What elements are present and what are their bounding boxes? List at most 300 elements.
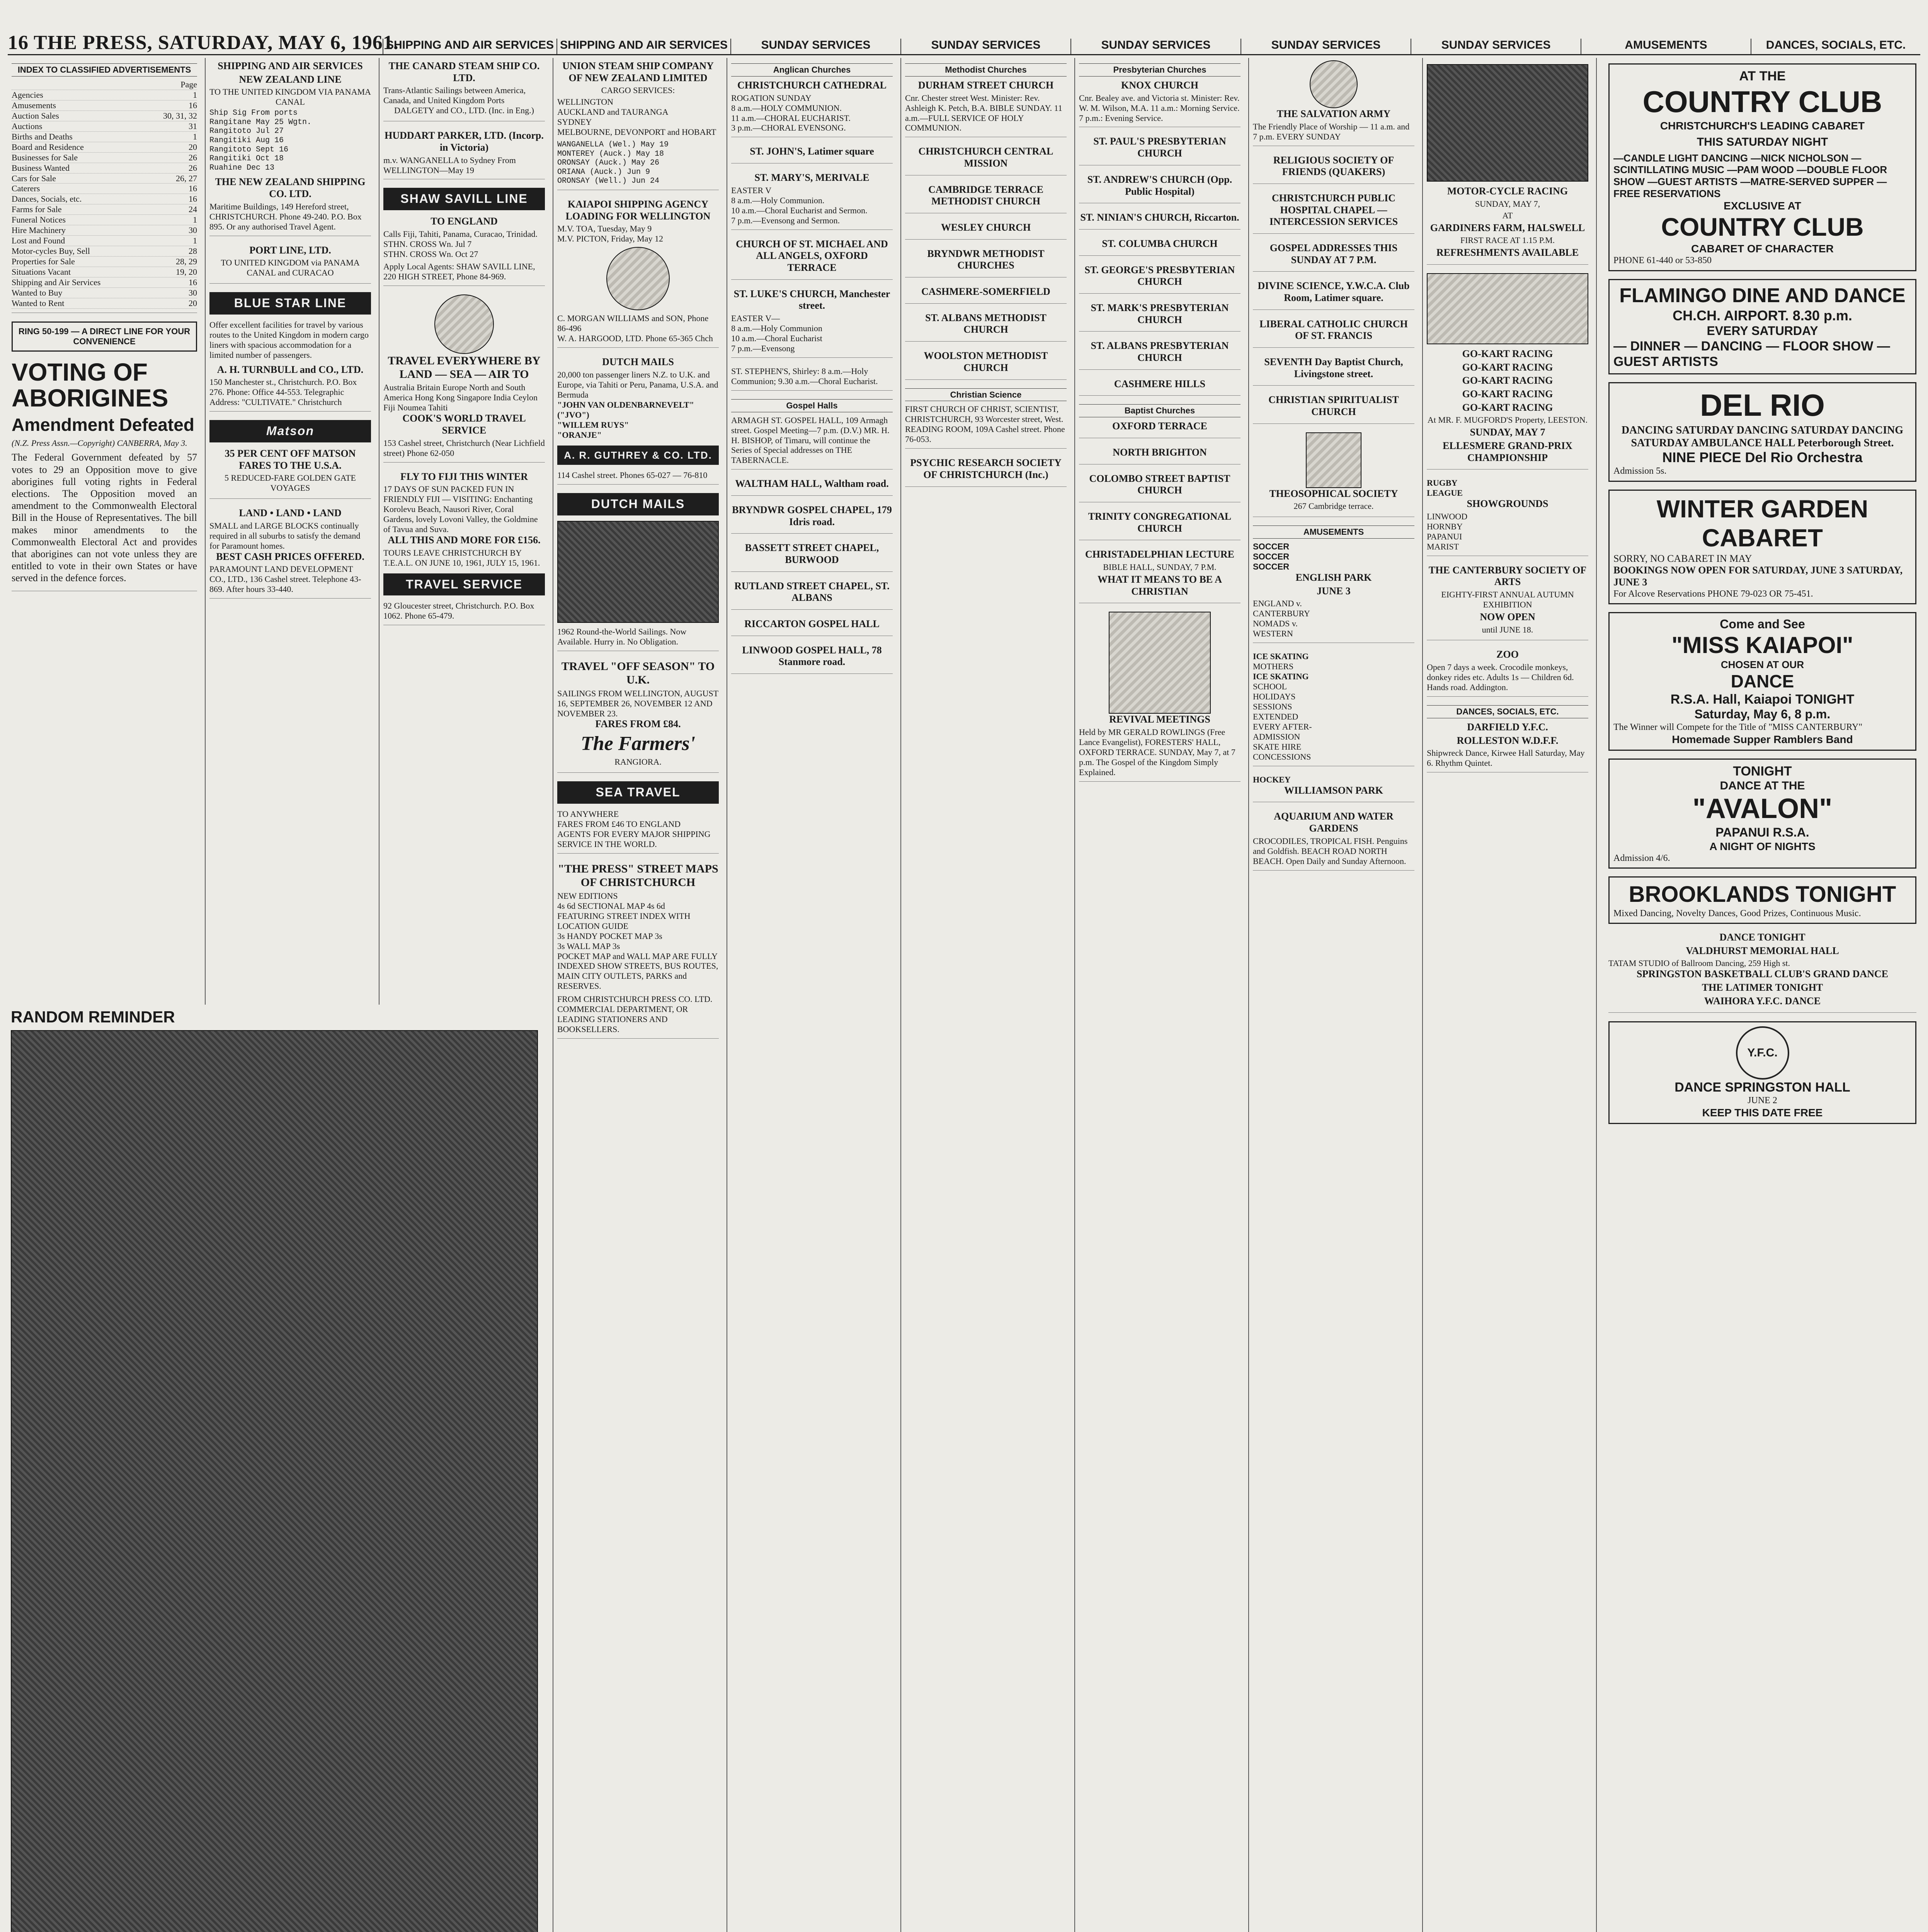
sport-word: LEAGUE (1427, 488, 1463, 498)
denomination-heading: Methodist Churches (905, 63, 1067, 77)
agent-address: 114 Cashel street. Phones 65-027 — 76-810 (557, 470, 708, 480)
church-name: LIBERAL CATHOLIC CHURCH OF ST. FRANCIS (1259, 318, 1408, 342)
service-times: BIBLE HALL, SUNDAY, 7 P.M. (1103, 562, 1217, 572)
church-name: RUTLAND STREET CHAPEL, ST. ALBANS (734, 580, 890, 604)
sailing-list: Calls Fiji, Tahiti, Panama, Curacao, Trinidad. STHN. CROSS Wn. Jul 7 STHN. CROSS Wn. Oct 27 (383, 229, 538, 259)
church-name: THE SALVATION ARMY (1276, 108, 1391, 119)
church-name: OXFORD TERRACE (1112, 420, 1207, 432)
sport-word: SOCCER (1253, 562, 1290, 572)
amusements-heading: AMUSEMENTS (1253, 526, 1414, 539)
ad-title: ROLLESTON W.D.F.F. (1457, 735, 1559, 746)
denomination-heading: Presbyterian Churches (1079, 63, 1241, 77)
church-name: CASHMERE HILLS (1114, 378, 1206, 389)
church-name: WOOLSTON METHODIST CHURCH (924, 350, 1048, 373)
ad-date: Saturday, May 6, 8 p.m. (1694, 707, 1831, 721)
shaw-savill-logo: SHAW SAVILL LINE (383, 188, 545, 210)
article-byline: (N.Z. Press Assn.—Copyright) CANBERRA, May 3. (12, 438, 187, 448)
ad-line: EXTENDED (1253, 711, 1298, 721)
classified-index (12, 63, 197, 313)
gokart-line: GO-KART RACING (1462, 348, 1553, 359)
church-address: 267 Cambridge terrace. (1293, 501, 1374, 511)
ad-body: SORRY, NO CABARET IN MAY (1613, 553, 1752, 564)
ad-date: EVERY SATURDAY (1707, 324, 1818, 338)
ad-line: AT (1502, 210, 1513, 220)
index-entry-name: Wanted to Buy (12, 288, 63, 298)
church-name: DURHAM STREET CHURCH (918, 79, 1054, 91)
church-name: ST. ALBANS PRESBYTERIAN CHURCH (1091, 340, 1229, 363)
event-date: SUNDAY, MAY 7, (1475, 199, 1540, 209)
ad-body: SMALL and LARGE BLOCKS continually required in all suburbs to satisfy the demand for Paramount homes. (209, 520, 361, 551)
church-notice: ARMAGH ST. GOSPEL HALL, 109 Armagh street. Gospel Meeting—7 p.m. (D.V.) MR. H. H. BISHOP, of Timaru, will continue the Series of Special addresses on THE TABERNACLE. (731, 415, 890, 465)
agent-address: PARAMOUNT LAND DEVELOPMENT CO., LTD., 136 Cashel street. Telephone 43-869. After hours 33-440. (209, 564, 361, 594)
ad-admission: Admission 5s. (1613, 466, 1667, 476)
motorcycle-racing-ad (1427, 64, 1588, 265)
ad-body: The Winner will Compete for the Title of "MISS CANTERBURY" (1613, 722, 1863, 733)
ad-phone: PHONE 61-440 or 53-850 (1613, 255, 1712, 266)
index-row (12, 204, 197, 215)
index-entry-name: Caterers (12, 184, 40, 194)
team: HORNBY (1427, 521, 1463, 531)
index-entry-page: 16 (189, 100, 197, 110)
team: MARIST (1427, 541, 1459, 551)
denomination-heading: Gospel Halls (731, 399, 893, 412)
church-name: CHRISTCHURCH CENTRAL MISSION (918, 146, 1053, 169)
column-heading: SUNDAY SERVICES (900, 39, 1070, 54)
column-heading: AMUSEMENTS (1581, 39, 1751, 54)
denomination-heading: Anglican Churches (731, 63, 893, 77)
ad-line: SKATE HIRE (1253, 742, 1302, 752)
ad-line: HOLIDAYS (1253, 692, 1296, 702)
column-sunday-4 (1248, 58, 1418, 1932)
ad-title: WINTER GARDEN CABARET (1656, 495, 1868, 552)
globe-icon (434, 294, 494, 354)
ad-title: "MISS KAIAPOI" (1671, 632, 1853, 658)
column-sunday-2 (900, 58, 1070, 1932)
ad-title: THE LATIMER TONIGHT (1702, 981, 1823, 993)
index-entry-page: 26, 27 (176, 173, 197, 183)
index-entry-page: 1 (193, 131, 197, 141)
church-name: DIVINE SCIENCE, Y.W.C.A. Club Room, Latimer square. (1258, 280, 1410, 303)
index-entry-name: Auction Sales (12, 111, 59, 121)
church-name: ST. MARY'S, MERIVALE (754, 172, 870, 184)
ad-dates: until JUNE 18. (1482, 624, 1533, 634)
ad-title: KAIAPOI SHIPPING AGENCY LOADING FOR WELLINGTON (565, 199, 711, 222)
ad-subtitle: EIGHTY-FIRST ANNUAL AUTUMN EXHIBITION (1441, 589, 1574, 609)
article-aborigines (12, 359, 197, 592)
ad-body: Held by MR GERALD ROWLINGS (Free Lance Evangelist), FORESTERS' HALL, OXFORD TERRACE. SUNDAY, May 7, at 7 p.m. The Gospel of the Kingdom Simply Explained. (1079, 727, 1235, 777)
agent-address: Maritime Buildings, 149 Hereford street, CHRISTCHURCH. Phone 49-240. P.O. Box 895. Or any authorised Travel Agent. (209, 201, 362, 231)
travel-service-logo: TRAVEL SERVICE (383, 573, 545, 596)
ad-subtitle: TO THE UNITED KINGDOM VIA PANAMA CANAL (209, 87, 371, 107)
matson-logo: Matson (209, 420, 371, 442)
gokart-line: GO-KART RACING (1462, 361, 1553, 373)
agent-name: COOK'S WORLD TRAVEL SERVICE (402, 413, 526, 436)
index-entry-name: Shipping and Air Services (12, 277, 101, 287)
theosophical-emblem-icon (1306, 432, 1361, 488)
art-exhibition-ad (1427, 565, 1588, 641)
ad-line: ICE SKATING (1253, 672, 1309, 682)
index-row (12, 121, 197, 132)
ad-title: TRAVEL "OFF SEASON" TO U.K. (561, 660, 715, 687)
venue: ENGLISH PARK (1295, 572, 1372, 583)
ad-band: NINE PIECE Del Rio Orchestra (1662, 449, 1863, 465)
ad-line: EVERY AFTER- (1253, 721, 1312, 731)
ad-body: Offer excellent facilities for travel by various routes to the United Kingdom in modern cargo liners with spacious accommodation for a limited number of passengers. (209, 320, 369, 360)
rugby-league-ad (1427, 478, 1588, 556)
church-name: CHURCH OF ST. MICHAEL AND ALL ANGELS, OXFORD TERRACE (736, 238, 888, 273)
ad-title: DUTCH MAILS (602, 356, 674, 368)
service-times: ROGATION SUNDAY 8 a.m.—HOLY COMMUNION. 11 a.m.—CHORAL EUCHARIST. 3 p.m.—CHORAL EVENSONG. (731, 93, 851, 133)
column-heading: DANCES, SOCIALS, ETC. (1751, 39, 1920, 54)
avalon-ad (1608, 759, 1916, 869)
church-notice: ST. STEPHEN'S, Shirley: 8 a.m.—Holy Communion; 9.30 a.m.—Choral Eucharist. (731, 366, 878, 386)
index-row (12, 100, 197, 111)
event-date: JUNE 3 (1317, 585, 1351, 597)
ad-title: DANCE TONIGHT (1719, 931, 1805, 943)
ad-line: SCHOOL (1253, 682, 1287, 692)
article-subhead: Amendment Defeated (12, 415, 194, 435)
feature-list: — DINNER — DANCING — FLOOR SHOW — GUEST ARTISTS (1613, 339, 1890, 369)
ad-footer: FROM CHRISTCHURCH PRESS CO. LTD. COMMERCIAL DEPARTMENT, OR LEADING STATIONERS AND BOOKSELLERS. (557, 994, 713, 1034)
church-name: PSYCHIC RESEARCH SOCIETY OF CHRISTCHURCH (Inc.) (910, 457, 1062, 480)
ad-title: PORT LINE, LTD. (249, 244, 331, 256)
hockey-ad (1253, 775, 1414, 803)
column-heading: SHIPPING AND AIR SERVICES (556, 39, 730, 54)
fixture: ENGLAND v. (1253, 599, 1302, 609)
service-times: Cnr. Bealey ave. and Victoria st. Minister: Rev. W. M. Wilson, M.A. 11 a.m.: Morning Service. 7 p.m.: Evening Service. (1079, 93, 1240, 123)
winter-garden-ad (1608, 490, 1916, 604)
church-name: ST. GEORGE'S PRESBYTERIAN CHURCH (1084, 264, 1235, 287)
dutch-mails-logo: DUTCH MAILS (557, 493, 719, 515)
agent-address: 153 Cashel street, Christchurch (Near Lichfield street) Phone 62-050 (383, 438, 545, 458)
ad-line: ADMISSION (1253, 731, 1300, 742)
agent-name: DALGETY and CO., LTD. (Inc. in Eng.) (394, 105, 534, 116)
index-row (12, 142, 197, 153)
index-entry-name: Amusements (12, 100, 56, 110)
index-entry-name: Births and Deaths (12, 131, 73, 141)
yfc-badge-icon: Y.F.C. (1736, 1026, 1789, 1080)
column-shipping-1 (205, 58, 375, 1005)
service-times: EASTER V— 8 a.m.—Holy Communion 10 a.m.—Choral Eucharist 7 p.m.—Evensong (731, 313, 822, 353)
church-name: CHRISTCHURCH PUBLIC HOSPITAL CHAPEL — INTERCESSION SERVICES (1269, 192, 1398, 228)
venue: WILLIAMSON PARK (1284, 784, 1383, 796)
section-heading: SHIPPING AND AIR SERVICES (218, 60, 363, 71)
index-entry-name: Hire Machinery (12, 225, 66, 235)
index-entry-name: Cars for Sale (12, 173, 56, 183)
church-name: WESLEY CHURCH (941, 222, 1031, 233)
event-date: JUNE 2 (1748, 1095, 1777, 1106)
ad-title: REVIVAL MEETINGS (1109, 714, 1210, 725)
ad-body: Australia Britain Europe North and South America Hong Kong Singapore India Ceylon Fiji Noumea Tahiti (383, 383, 538, 413)
ad-title: "THE PRESS" STREET MAPS OF CHRISTCHURCH (558, 862, 718, 889)
brooklands-ad (1608, 876, 1916, 924)
church-notice: FIRST CHURCH OF CHRIST, SCIENTIST, CHRISTCHURCH, 93 Worcester street, West. (905, 404, 1064, 424)
ad-subtitle: TO ENGLAND (431, 216, 498, 227)
index-entry-page: 24 (189, 204, 197, 214)
column-heading: SUNDAY SERVICES (730, 39, 900, 54)
agent-address: Apply Local Agents: SHAW SAVILL LINE, 220 HIGH STREET, Phone 84-969. (383, 261, 535, 281)
church-name: ST. COLUMBA CHURCH (1102, 238, 1218, 249)
dances-heading: DANCES, SOCIALS, ETC. (1427, 705, 1588, 718)
ad-title: THE CANTERBURY SOCIETY OF ARTS (1428, 564, 1587, 588)
ad-dates: TOURS LEAVE CHRISTCHURCH BY T.E.A.L. ON JUNE 10, 1961, JULY 15, 1961. (383, 548, 540, 568)
ad-line: AT THE (1739, 69, 1786, 83)
index-entry-page: 28 (189, 246, 197, 256)
gokart-line: GO-KART RACING (1462, 375, 1553, 386)
ad-subtitle: A NIGHT OF NIGHTS (1709, 840, 1816, 852)
church-name: CHRISTIAN SPIRITUALIST CHURCH (1268, 394, 1399, 417)
index-row (12, 184, 197, 194)
ad-line: CHOSEN AT OUR (1720, 659, 1804, 671)
church-name: RELIGIOUS SOCIETY OF FRIENDS (QUAKERS) (1273, 154, 1394, 178)
index-row (12, 288, 197, 298)
ad-title: UNION STEAM SHIP COMPANY OF NEW ZEALAND LIMITED (562, 60, 714, 83)
ad-line: TONIGHT (1733, 764, 1792, 779)
sailing-list: WANGANELLA (Wel.) May 19 MONTEREY (Auck.) May 18 ORONSAY (Auck.) May 26 ORIANA (Auck.) Jun 9 ORONSAY (Well.) Jun 24 (557, 140, 669, 186)
church-name: COLOMBO STREET BAPTIST CHURCH (1089, 473, 1230, 496)
church-name: NORTH BRIGHTON (1113, 446, 1207, 458)
index-entry-page: 16 (189, 194, 197, 204)
service-times: Cnr. Chester street West. Minister: Rev. Ashleigh K. Petch, B.A. BIBLE SUNDAY. 11 a.m.—FULL SERVICE OF HOLY COMMUNION. (905, 93, 1062, 133)
ad-title: TRAVEL EVERYWHERE BY LAND — SEA — AIR TO (388, 354, 541, 381)
gokart-line: GO-KART RACING (1462, 388, 1553, 400)
ship-list: "JOHN VAN OLDENBARNEVELT" ("JVO") "WILLEM RUYS" "ORANJE" (557, 400, 694, 440)
ad-subtitle: CABARET OF CHARACTER (1691, 243, 1834, 255)
column-shipping-2 (379, 58, 549, 1005)
kiwi-emblem-icon (606, 247, 670, 310)
ad-venue: CH.CH. AIRPORT. 8.30 p.m. (1673, 307, 1852, 323)
agent-name: A. H. TURNBULL and CO., LTD. (217, 364, 364, 375)
index-row (12, 246, 197, 257)
ad-subtitle: TO UNITED KINGDOM via PANAMA CANAL and CURACAO (221, 258, 360, 278)
church-name: CHRISTADELPHIAN LECTURE (1085, 549, 1234, 560)
column-amusements (1422, 58, 1592, 1932)
venue: At MR. F. MUGFORD'S Property, LEESTON. (1427, 415, 1588, 425)
ad-body: 20,000 ton passenger liners N.Z. to U.K. and Europe, via Tahiti or Peru, Panama, U.S.A. and Bermuda (557, 369, 718, 400)
column-heading: SHIPPING AND AIR SERVICES (383, 39, 556, 54)
ad-line: EXCLUSIVE AT (1724, 200, 1801, 212)
ad-status: NOW OPEN (1480, 611, 1535, 622)
index-row (12, 277, 197, 288)
ad-title: ELLESMERE GRAND-PRIX CHAMPIONSHIP (1443, 440, 1572, 463)
ad-line: DANCE (1731, 671, 1794, 692)
article-headline: VOTING OF ABORIGINES (12, 358, 168, 412)
ad-body: CROCODILES, TROPICAL FISH. Penguins and Goldfish. BEACH ROAD NORTH BEACH. Open Daily and Sunday Afternoon. (1253, 836, 1408, 866)
index-title: INDEX TO CLASSIFIED ADVERTISEMENTS (12, 63, 197, 77)
ad-title: "AVALON" (1692, 793, 1833, 825)
ad-line: DANCE AT THE (1720, 779, 1805, 792)
ad-title: COUNTRY CLUB (1642, 85, 1882, 119)
denomination-heading: Baptist Churches (1079, 404, 1241, 417)
ad-date: THIS SATURDAY NIGHT (1697, 136, 1828, 149)
team: LINWOOD (1427, 511, 1468, 521)
feature-list: —CANDLE LIGHT DANCING —NICK NICHOLSON —SCINTILLATING MUSIC —PAM WOOD —DOUBLE FLOOR SHOW —GUEST ARTISTS —MATRE-SERVED SUPPER —FREE RESERVATIONS (1613, 152, 1887, 199)
ad-body: 17 DAYS OF SUN PACKED FUN IN FRIENDLY FIJI — VISITING: Enchanting Korolevu Beach, Nausori River, Coral Gardens, lovely Lovoni Valley, the Goldmine of Tavua and Suva. (383, 484, 538, 534)
ad-title: LAND • LAND • LAND (239, 507, 342, 519)
ad-subtitle: CHRISTCHURCH'S LEADING CABARET (1660, 120, 1865, 132)
index-entry-name: Farms for Sale (12, 204, 62, 214)
index-header: Page (12, 80, 197, 90)
ad-body: Trans-Atlantic Sailings between America, Canada, and United Kingdom Ports (383, 85, 526, 105)
sport-word: RUGBY (1427, 478, 1458, 488)
ship-illustration (557, 521, 719, 623)
ad-line: MOTHERS (1253, 662, 1294, 672)
index-row (12, 236, 197, 246)
index-entry-name: Situations Vacant (12, 267, 71, 277)
del-rio-ad (1608, 382, 1916, 481)
yfc-dance-ad (1608, 1021, 1916, 1124)
ad-title: NEW ZEALAND LINE (239, 73, 342, 85)
ad-offer: BEST CASH PRICES OFFERED. (216, 551, 364, 562)
ad-venue: R.S.A. Hall, Kaiapoi TONIGHT (1670, 692, 1855, 707)
agent-name: THE NEW ZEALAND SHIPPING CO. LTD. (215, 176, 366, 200)
event-date: SUNDAY, MAY 7 (1470, 427, 1545, 438)
ad-title: ZOO (1496, 649, 1519, 660)
gokart-ad (1427, 273, 1588, 469)
agent-address: 92 Gloucester street, Christchurch. P.O. Box 1062. Phone 65-479. (383, 601, 534, 621)
venue: VALDHURST MEMORIAL HALL (1686, 945, 1839, 956)
article-body: The Federal Government defeated by 57 votes to 29 an Opposition move to give aborigines full voting rights in Federal elections. The Opposition moved an amendment to the Commonwealth Electoral Bill in the House of Representatives. The bill makes minor amendments to the Commonwealth Electoral Act and provides that aborigines can not vote unless they are entitled to vote in their own States or have served in the defence forces. (12, 452, 197, 584)
salvation-army-crest-icon (1310, 60, 1358, 108)
church-notice: READING ROOM, 109A Cashel street. Phone 76-053. (905, 424, 1065, 444)
index-row (12, 267, 197, 277)
gokart-illustration (1427, 273, 1588, 344)
ad-line: Come and See (1720, 617, 1805, 631)
event-time: FIRST RACE AT 1.15 P.M. (1460, 235, 1555, 245)
column-heading: SUNDAY SERVICES (1241, 39, 1411, 54)
ad-title: FLAMINGO DINE AND DANCE (1619, 284, 1906, 307)
ad-venue: PAPANUI R.S.A. (1715, 825, 1809, 840)
ad-body: M.V. TOA, Tuesday, May 9 M.V. PICTON, Friday, May 12 (557, 224, 664, 244)
column-shipping-3 (553, 58, 723, 1932)
index-entry-page: 1 (193, 90, 197, 100)
fixture: CANTERBURY (1253, 609, 1310, 619)
index-entry-page: 16 (189, 277, 197, 287)
index-entry-name: Funeral Notices (12, 215, 66, 225)
index-entry-page: 26 (189, 163, 197, 173)
ad-line: SESSIONS (1253, 702, 1292, 712)
index-row (12, 298, 197, 309)
blue-star-logo: BLUE STAR LINE (209, 292, 371, 315)
sport-word: HOCKEY (1253, 774, 1291, 784)
church-name: ST. LUKE'S CHURCH, Manchester street. (733, 288, 890, 311)
column-sunday-1 (727, 58, 897, 1932)
ad-body: Open 7 days a week. Crocodile monkeys, donkey rides etc. Adults 1s — Children 6d. Hands road. Addington. (1427, 662, 1574, 692)
ad-price: FARES FROM £84. (595, 718, 681, 730)
sailing-list: Rangitane May 25 Wgtn. Rangitoto Jul 27 Rangitiki Aug 16 Rangitoto Sept 16 Rangitiki Oct 18 Ruahine Dec 13 (209, 117, 312, 172)
ad-title: DARFIELD Y.F.C. (1467, 721, 1548, 733)
index-list (12, 90, 197, 309)
index-entry-page: 30 (189, 225, 197, 235)
church-name: ST. JOHN'S, Latimer square (750, 146, 874, 157)
miss-kaiapoi-ad (1608, 612, 1916, 751)
ad-subtitle: CARGO SERVICES: (601, 85, 675, 95)
ad-note: REFRESHMENTS AVAILABLE (1436, 247, 1579, 259)
ad-title: DEL RIO (1700, 388, 1825, 423)
ad-title: MOTOR-CYCLE RACING (1447, 185, 1568, 197)
ad-admission: Admission 4/6. (1613, 853, 1670, 863)
church-name: KNOX CHURCH (1121, 79, 1199, 91)
index-entry-name: Business Wanted (12, 163, 70, 173)
index-entry-name: Wanted to Rent (12, 298, 65, 308)
ad-body: 1962 Round-the-World Sailings. Now Available. Hurry in. No Obligation. (557, 626, 687, 646)
index-entry-page: 20 (189, 142, 197, 152)
column-heading: SUNDAY SERVICES (1070, 39, 1241, 54)
church-name: ST. NINIAN'S CHURCH, Riccarton. (1080, 212, 1239, 223)
page-header: 16 THE PRESS, SATURDAY, MAY 6, 1961. (8, 32, 399, 54)
index-row (12, 173, 197, 184)
ring-line: RING 50-199 — A DIRECT LINE FOR YOUR CONVENIENCE (12, 321, 197, 352)
column-sunday-3 (1074, 58, 1244, 1932)
motorcycle-illustration (1427, 64, 1588, 182)
dance-listings (1608, 932, 1916, 1013)
ad-title: DANCE SPRINGSTON HALL (1674, 1080, 1850, 1095)
ad-body: SAILINGS FROM WELLINGTON, AUGUST 16, SEPTEMBER 26, NOVEMBER 12 AND NOVEMBER 23. (557, 688, 718, 718)
agent-address: C. MORGAN WILLIAMS and SON, Phone 86-496 W. A. HARGOOD, LTD. Phone 65-365 Chch (557, 313, 713, 344)
darfield-ad (1427, 721, 1588, 772)
church-name: CHRISTCHURCH CATHEDRAL (737, 79, 887, 91)
ad-line: ICE SKATING (1253, 651, 1309, 662)
index-entry-name: Board and Residence (12, 142, 84, 152)
ad-title: COUNTRY CLUB (1661, 213, 1864, 242)
service-times: EASTER V 8 a.m.—Holy Communion. 10 a.m.—Choral Eucharist and Sermon. 7 p.m.—Evensong and Sermon. (731, 185, 868, 225)
sport-word: SOCCER (1253, 552, 1290, 562)
ad-body: Shipwreck Dance, Kirwee Hall Saturday, May 6. Rhythm Quintet. (1427, 748, 1585, 768)
index-entry-name: Properties for Sale (12, 257, 75, 267)
index-row (12, 194, 197, 204)
ad-title: BROOKLANDS TONIGHT (1629, 882, 1896, 907)
church-name: RICCARTON GOSPEL HALL (744, 618, 880, 630)
index-entry-page: 28, 29 (176, 257, 197, 267)
ad-body: m.v. WANGANELLA to Sydney From WELLINGTON—May 19 (383, 155, 516, 175)
church-name: SEVENTH Day Baptist Church, Livingstone street. (1264, 356, 1403, 379)
index-entry-name: Dances, Socials, etc. (12, 194, 82, 204)
ad-title: WAIHORA Y.F.C. DANCE (1704, 995, 1821, 1007)
church-name: CAMBRIDGE TERRACE METHODIST CHURCH (928, 184, 1043, 207)
ad-title: HUDDART PARKER, LTD. (Incorp. in Victoria) (385, 130, 544, 153)
agent-address: 150 Manchester st., Christchurch. P.O. Box 276. Phone: Office 44-553. Telegraphic Address: "CULTIVATE." Christchurch (209, 377, 357, 407)
index-row (12, 163, 197, 173)
index-row (12, 257, 197, 267)
index-row (12, 132, 197, 142)
ad-line: CONCESSIONS (1253, 752, 1311, 762)
venue: SHOWGROUNDS (1467, 498, 1549, 510)
gokart-line: GO-KART RACING (1462, 401, 1553, 413)
church-name: GOSPEL ADDRESSES THIS SUNDAY AT 7 P.M. (1269, 242, 1398, 265)
index-row (12, 215, 197, 225)
ad-phone: For Alcove Reservations PHONE 79-023 OR 75-451. (1613, 588, 1813, 599)
ad-title: AQUARIUM AND WATER GARDENS (1274, 811, 1394, 834)
table-header: Ship Sig From ports (209, 109, 298, 118)
church-name: BRYNDWR METHODIST CHURCHES (927, 248, 1045, 271)
ad-body: DANCING SATURDAY DANCING SATURDAY DANCING SATURDAY AMBULANCE HALL Peterborough Street. (1621, 424, 1904, 449)
masthead (8, 8, 1920, 55)
team: PAPANUI (1427, 531, 1462, 541)
gokart-list (1427, 348, 1588, 413)
ad-body: TATAM STUDIO of Ballroom Dancing, 259 High st. (1608, 958, 1790, 968)
column-heading: SUNDAY SERVICES (1411, 39, 1581, 54)
church-name: ST. ANDREW'S CHURCH (Opp. Public Hospital) (1087, 173, 1232, 197)
index-row (12, 90, 197, 100)
index-row (12, 153, 197, 163)
evangelist-portrait (1109, 612, 1211, 714)
ad-body: TO ANYWHERE FARES FROM £46 TO ENGLAND AGENTS FOR EVERY MAJOR SHIPPING SERVICE IN THE WORLD. (557, 809, 711, 849)
index-entry-page: 30, 31, 32 (163, 111, 197, 121)
church-name: ST. MARK'S PRESBYTERIAN CHURCH (1091, 302, 1229, 325)
guthrey-logo: A. R. GUTHREY & CO. LTD. (557, 446, 719, 465)
index-entry-name: Lost and Found (12, 236, 65, 246)
index-entry-name: Auctions (12, 121, 43, 131)
